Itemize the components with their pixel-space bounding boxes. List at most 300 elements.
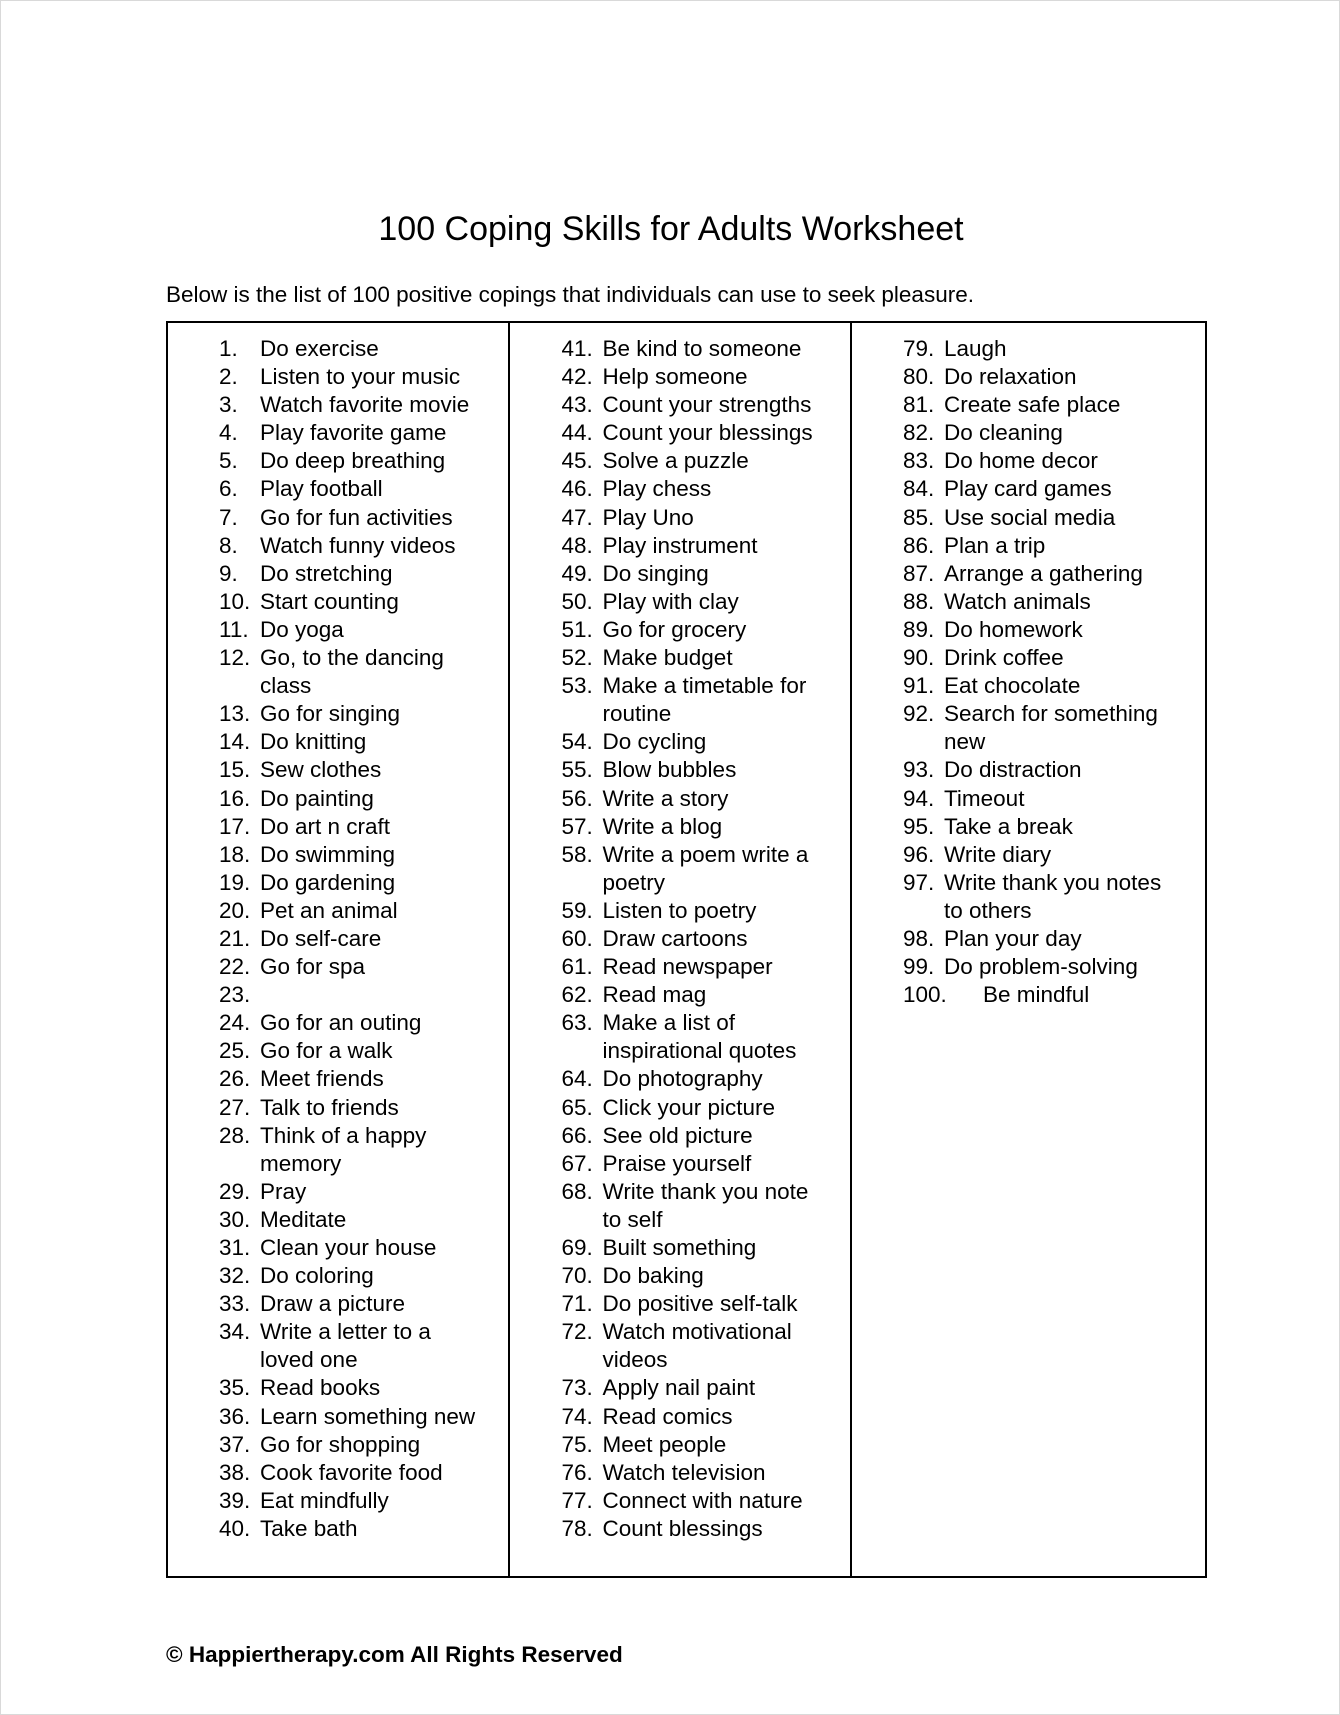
item-number: 48. xyxy=(561,532,593,558)
item-text xyxy=(260,981,482,1009)
list-item xyxy=(219,644,508,700)
list-item xyxy=(561,616,850,644)
item-number: 68. xyxy=(561,1178,593,1204)
list-item xyxy=(903,475,1205,503)
list-item xyxy=(219,532,508,560)
item-text: Take a break xyxy=(944,813,1073,839)
item-number: 54. xyxy=(561,729,593,755)
item-number: 1. xyxy=(219,336,238,361)
item-text: Drink coffee xyxy=(944,645,1064,671)
item-text: Do knitting xyxy=(260,729,367,755)
item-number: 19. xyxy=(219,869,251,895)
item-text: Do deep breathing xyxy=(260,448,446,474)
item-text: Write diary xyxy=(944,841,1052,867)
list-item xyxy=(903,869,1205,925)
item-number: 39. xyxy=(219,1487,251,1513)
list-item xyxy=(561,560,850,588)
item-number: 92. xyxy=(903,701,935,727)
list-item xyxy=(903,335,1205,363)
item-number: 87. xyxy=(903,560,935,586)
list-item xyxy=(903,672,1205,700)
item-text: Use social media xyxy=(944,504,1116,530)
list-item xyxy=(561,1094,850,1122)
item-number: 29. xyxy=(219,1178,251,1204)
item-number: 89. xyxy=(903,616,935,642)
item-number: 40. xyxy=(219,1515,251,1541)
item-text: Pet an animal xyxy=(260,897,398,923)
item-text: Make a list of inspirational quotes xyxy=(602,1010,797,1064)
item-number: 9. xyxy=(219,560,238,586)
list-item xyxy=(219,869,508,897)
item-text: Do singing xyxy=(602,560,709,586)
item-text: Do baking xyxy=(602,1263,704,1289)
item-text: Play favorite game xyxy=(260,420,447,446)
item-text: Do painting xyxy=(260,785,374,811)
page-title: 100 Coping Skills for Adults Worksheet xyxy=(378,209,964,248)
list-item xyxy=(219,447,508,475)
item-number: 61. xyxy=(561,954,593,980)
coping-skills-table xyxy=(166,321,1207,1578)
list-item xyxy=(561,1065,850,1093)
item-number: 41. xyxy=(561,336,593,361)
item-text: Watch favorite movie xyxy=(260,392,470,418)
item-number: 86. xyxy=(903,532,935,558)
item-number: 88. xyxy=(903,588,935,614)
list-item xyxy=(561,1234,850,1262)
item-text: Laugh xyxy=(944,336,1007,361)
list-item xyxy=(219,785,508,813)
item-text: Draw a picture xyxy=(260,1291,406,1317)
item-text: Do cycling xyxy=(602,729,707,755)
item-text: Plan your day xyxy=(944,925,1082,951)
item-text: Arrange a gathering xyxy=(944,560,1143,586)
item-text: Think of a happy memory xyxy=(260,1122,427,1176)
list-item xyxy=(561,391,850,419)
list-item xyxy=(561,504,850,532)
item-number: 58. xyxy=(561,841,593,867)
item-number: 38. xyxy=(219,1459,251,1485)
skills-column-2 xyxy=(510,323,852,1576)
list-item xyxy=(219,560,508,588)
list-item xyxy=(561,897,850,925)
item-number: 67. xyxy=(561,1150,593,1176)
item-number: 56. xyxy=(561,785,593,811)
item-number: 31. xyxy=(219,1235,251,1260)
list-item xyxy=(561,588,850,616)
item-text: Watch animals xyxy=(944,588,1091,614)
item-number: 74. xyxy=(561,1403,593,1429)
item-text: Do homework xyxy=(944,616,1083,642)
item-text: Solve a puzzle xyxy=(602,448,749,474)
list-item xyxy=(903,588,1205,616)
list-item xyxy=(561,644,850,672)
item-number: 97. xyxy=(903,869,935,895)
item-number: 44. xyxy=(561,420,593,446)
list-item xyxy=(219,335,508,363)
item-text: Go for a walk xyxy=(260,1038,393,1064)
list-item xyxy=(219,1178,508,1206)
item-text: Do gardening xyxy=(260,869,396,895)
item-text: Meditate xyxy=(260,1206,347,1232)
item-text: Play card games xyxy=(944,476,1112,502)
item-text: Count blessings xyxy=(602,1515,763,1541)
item-number: 37. xyxy=(219,1431,251,1457)
list-item xyxy=(561,1290,850,1318)
item-number: 24. xyxy=(219,1010,251,1036)
item-number: 99. xyxy=(903,954,935,980)
list-item xyxy=(903,447,1205,475)
item-text: Watch funny videos xyxy=(260,532,456,558)
list-item xyxy=(219,1262,508,1290)
list-item xyxy=(219,588,508,616)
list-item xyxy=(219,1206,508,1234)
list-item xyxy=(219,1459,508,1487)
list-item xyxy=(561,1459,850,1487)
item-text: Write a story xyxy=(602,785,729,811)
item-number: 5. xyxy=(219,448,238,474)
list-item xyxy=(219,897,508,925)
list-item xyxy=(219,813,508,841)
item-number: 52. xyxy=(561,645,593,671)
item-text: Do stretching xyxy=(260,560,393,586)
item-text: Count your strengths xyxy=(602,392,812,418)
list-item xyxy=(561,756,850,784)
item-number: 49. xyxy=(561,560,593,586)
list-item xyxy=(219,475,508,503)
item-text: Built something xyxy=(602,1235,757,1260)
item-text: Watch television xyxy=(602,1459,766,1485)
item-text: Do exercise xyxy=(260,336,379,361)
item-number: 20. xyxy=(219,897,251,923)
item-text: Meet people xyxy=(602,1431,727,1457)
item-number: 96. xyxy=(903,841,935,867)
item-text: Go for fun activities xyxy=(260,504,453,530)
list-item xyxy=(903,532,1205,560)
item-number: 26. xyxy=(219,1066,251,1092)
list-item xyxy=(903,700,1205,756)
item-number: 33. xyxy=(219,1291,251,1317)
item-text: Apply nail paint xyxy=(602,1375,756,1401)
item-text: Do distraction xyxy=(944,757,1082,783)
list-item xyxy=(219,1234,508,1262)
item-number: 47. xyxy=(561,504,593,530)
list-item xyxy=(561,813,850,841)
item-text: Praise yourself xyxy=(602,1150,752,1176)
list-item xyxy=(561,1262,850,1290)
item-number: 80. xyxy=(903,364,935,390)
item-number: 91. xyxy=(903,673,935,699)
item-text: Go for an outing xyxy=(260,1010,422,1036)
item-text: Be kind to someone xyxy=(602,336,802,361)
item-text: Do cleaning xyxy=(944,420,1063,446)
item-text: Learn something new xyxy=(260,1403,476,1429)
item-number: 82. xyxy=(903,420,935,446)
item-text: Do positive self-talk xyxy=(602,1291,798,1317)
item-text: Write thank you notes to others xyxy=(944,869,1162,923)
item-text: Do art n craft xyxy=(260,813,391,839)
list-item xyxy=(903,785,1205,813)
item-text: Read books xyxy=(260,1375,381,1401)
item-number: 45. xyxy=(561,448,593,474)
list-item xyxy=(561,335,850,363)
list-item xyxy=(219,1037,508,1065)
item-text: Do problem-solving xyxy=(944,954,1138,980)
item-number: 65. xyxy=(561,1094,593,1120)
list-item xyxy=(219,925,508,953)
item-number: 90. xyxy=(903,645,935,671)
item-number: 71. xyxy=(561,1291,593,1317)
list-item xyxy=(903,363,1205,391)
item-number: 21. xyxy=(219,925,251,951)
item-text: Make budget xyxy=(602,645,733,671)
list-item xyxy=(561,785,850,813)
item-number: 11. xyxy=(219,616,249,642)
list-item xyxy=(561,1487,850,1515)
item-number: 64. xyxy=(561,1066,593,1092)
item-number: 78. xyxy=(561,1515,593,1541)
list-item xyxy=(561,1009,850,1065)
item-text: Write a blog xyxy=(602,813,723,839)
item-number: 18. xyxy=(219,841,251,867)
list-item xyxy=(903,644,1205,672)
list-item xyxy=(219,1122,508,1178)
list-item xyxy=(219,1318,508,1374)
item-text: Help someone xyxy=(602,364,748,390)
item-number: 2. xyxy=(219,364,238,390)
list-item xyxy=(903,981,1205,1009)
item-text: Do home decor xyxy=(944,448,1098,474)
item-number: 62. xyxy=(561,982,593,1008)
skills-column-1 xyxy=(168,323,510,1576)
list-item xyxy=(561,447,850,475)
item-text: Take bath xyxy=(260,1515,358,1541)
item-number: 42. xyxy=(561,364,593,390)
list-item xyxy=(219,363,508,391)
item-number: 94. xyxy=(903,785,935,811)
list-item xyxy=(561,925,850,953)
list-item xyxy=(561,981,850,1009)
item-text: Click your picture xyxy=(602,1094,776,1120)
list-item xyxy=(219,953,508,981)
item-number: 72. xyxy=(561,1319,593,1345)
list-item xyxy=(903,841,1205,869)
list-item xyxy=(219,1487,508,1515)
list-item xyxy=(561,1150,850,1178)
item-number: 6. xyxy=(219,476,238,502)
item-text: Plan a trip xyxy=(944,532,1046,558)
item-number: 59. xyxy=(561,897,593,923)
item-number: 51. xyxy=(561,616,593,642)
list-item xyxy=(219,756,508,784)
list-item xyxy=(219,1515,508,1543)
list-item xyxy=(219,841,508,869)
list-item xyxy=(561,1403,850,1431)
item-text: Create safe place xyxy=(944,392,1121,418)
list-item xyxy=(219,504,508,532)
item-number: 79. xyxy=(903,336,935,361)
item-number: 43. xyxy=(561,392,593,418)
list-item xyxy=(561,1178,850,1234)
list-item xyxy=(903,560,1205,588)
item-number: 98. xyxy=(903,925,935,951)
item-text: Watch motivational videos xyxy=(602,1319,792,1373)
item-number: 77. xyxy=(561,1487,593,1513)
list-item xyxy=(219,700,508,728)
item-text: Do swimming xyxy=(260,841,396,867)
item-text: Do yoga xyxy=(260,616,344,642)
item-number: 84. xyxy=(903,476,935,502)
item-text: Meet friends xyxy=(260,1066,384,1092)
item-text: Sew clothes xyxy=(260,757,382,783)
list-item xyxy=(219,981,508,1009)
item-number: 30. xyxy=(219,1206,251,1232)
list-item xyxy=(561,953,850,981)
list-item xyxy=(219,1290,508,1318)
list-item xyxy=(219,728,508,756)
list-item xyxy=(561,672,850,728)
item-number: 10. xyxy=(219,588,251,614)
item-text: Write a letter to a loved one xyxy=(260,1319,431,1373)
item-number: 36. xyxy=(219,1403,251,1429)
item-text: Talk to friends xyxy=(260,1094,399,1120)
item-number: 22. xyxy=(219,954,251,980)
list-item xyxy=(219,1009,508,1037)
item-number: 28. xyxy=(219,1122,251,1148)
item-text: Go for shopping xyxy=(260,1431,421,1457)
item-text: Play Uno xyxy=(602,504,694,530)
item-text: Go for singing xyxy=(260,701,401,727)
item-text: Timeout xyxy=(944,785,1025,811)
list-item xyxy=(903,504,1205,532)
item-text: Do coloring xyxy=(260,1263,374,1289)
list-item xyxy=(561,1515,850,1543)
item-number: 27. xyxy=(219,1094,251,1120)
list-item xyxy=(903,756,1205,784)
item-text: Be mindful xyxy=(983,982,1090,1008)
subtitle-text: Below is the list of 100 positive copings that individuals can use to seek pleasure. xyxy=(166,281,974,307)
list-item xyxy=(561,1374,850,1402)
list-item xyxy=(903,419,1205,447)
item-text: Listen to your music xyxy=(260,364,461,390)
item-text: See old picture xyxy=(602,1122,753,1148)
item-number: 57. xyxy=(561,813,593,839)
item-number: 50. xyxy=(561,588,593,614)
item-number: 76. xyxy=(561,1459,593,1485)
item-text: Do photography xyxy=(602,1066,763,1092)
list-item xyxy=(219,391,508,419)
list-item xyxy=(561,728,850,756)
item-number: 25. xyxy=(219,1038,251,1064)
item-text: Cook favorite food xyxy=(260,1459,443,1485)
item-text: Go, to the dancing class xyxy=(260,645,444,699)
item-text: Clean your house xyxy=(260,1235,437,1260)
list-item xyxy=(561,419,850,447)
item-number: 83. xyxy=(903,448,935,474)
item-number: 4. xyxy=(219,420,238,446)
item-number: 85. xyxy=(903,504,935,530)
item-number: 66. xyxy=(561,1122,593,1148)
item-number: 12. xyxy=(219,645,251,671)
item-text: Write thank you note to self xyxy=(602,1178,809,1232)
item-number: 100. xyxy=(903,982,947,1008)
list-item xyxy=(903,391,1205,419)
item-text: Go for spa xyxy=(260,954,366,980)
item-number: 7. xyxy=(219,504,238,530)
list-item xyxy=(903,953,1205,981)
item-text: Blow bubbles xyxy=(602,757,737,783)
list-item xyxy=(219,1094,508,1122)
item-number: 81. xyxy=(903,392,935,418)
list-item xyxy=(903,616,1205,644)
list-item xyxy=(219,616,508,644)
item-number: 93. xyxy=(903,757,935,783)
item-number: 3. xyxy=(219,392,238,418)
item-number: 35. xyxy=(219,1375,251,1401)
item-text: Play with clay xyxy=(602,588,739,614)
list-item xyxy=(903,813,1205,841)
item-text: Play chess xyxy=(602,476,712,502)
item-number: 23. xyxy=(219,982,251,1008)
list-item xyxy=(561,1122,850,1150)
item-number: 60. xyxy=(561,925,593,951)
item-number: 73. xyxy=(561,1375,593,1401)
item-number: 69. xyxy=(561,1235,593,1260)
item-number: 53. xyxy=(561,673,593,699)
item-number: 16. xyxy=(219,785,251,811)
item-number: 17. xyxy=(219,813,251,839)
list-item xyxy=(903,925,1205,953)
item-number: 34. xyxy=(219,1319,251,1345)
item-text: Draw cartoons xyxy=(602,925,748,951)
item-text: Do self-care xyxy=(260,925,382,951)
item-number: 14. xyxy=(219,729,251,755)
list-item xyxy=(219,1374,508,1402)
item-text: Make a timetable for routine xyxy=(602,673,807,727)
list-item xyxy=(561,532,850,560)
item-text: Read comics xyxy=(602,1403,733,1429)
item-number: 63. xyxy=(561,1010,593,1036)
item-number: 70. xyxy=(561,1263,593,1289)
item-text: Write a poem write a poetry xyxy=(602,841,809,895)
item-text: Start counting xyxy=(260,588,399,614)
item-text: Read newspaper xyxy=(602,954,773,980)
item-text: Do relaxation xyxy=(944,364,1077,390)
list-item xyxy=(219,419,508,447)
list-item xyxy=(561,1431,850,1459)
item-text: Read mag xyxy=(602,982,707,1008)
list-item xyxy=(219,1403,508,1431)
item-number: 55. xyxy=(561,757,593,783)
copyright-footer: © Happiertherapy.com All Rights Reserved xyxy=(166,1641,623,1667)
item-number: 46. xyxy=(561,476,593,502)
item-text: Go for grocery xyxy=(602,616,747,642)
item-text: Count your blessings xyxy=(602,420,813,446)
item-number: 15. xyxy=(219,757,251,783)
item-number: 8. xyxy=(219,532,238,558)
skills-column-3 xyxy=(852,323,1205,1576)
item-text: Listen to poetry xyxy=(602,897,757,923)
list-item xyxy=(561,1318,850,1374)
item-number: 13. xyxy=(219,701,251,727)
item-text: Search for something new xyxy=(944,701,1158,755)
item-text: Play football xyxy=(260,476,383,502)
item-number: 95. xyxy=(903,813,935,839)
item-text: Play instrument xyxy=(602,532,758,558)
item-text: Connect with nature xyxy=(602,1487,803,1513)
list-item xyxy=(219,1431,508,1459)
item-number: 75. xyxy=(561,1431,593,1457)
item-text: Eat mindfully xyxy=(260,1487,389,1513)
